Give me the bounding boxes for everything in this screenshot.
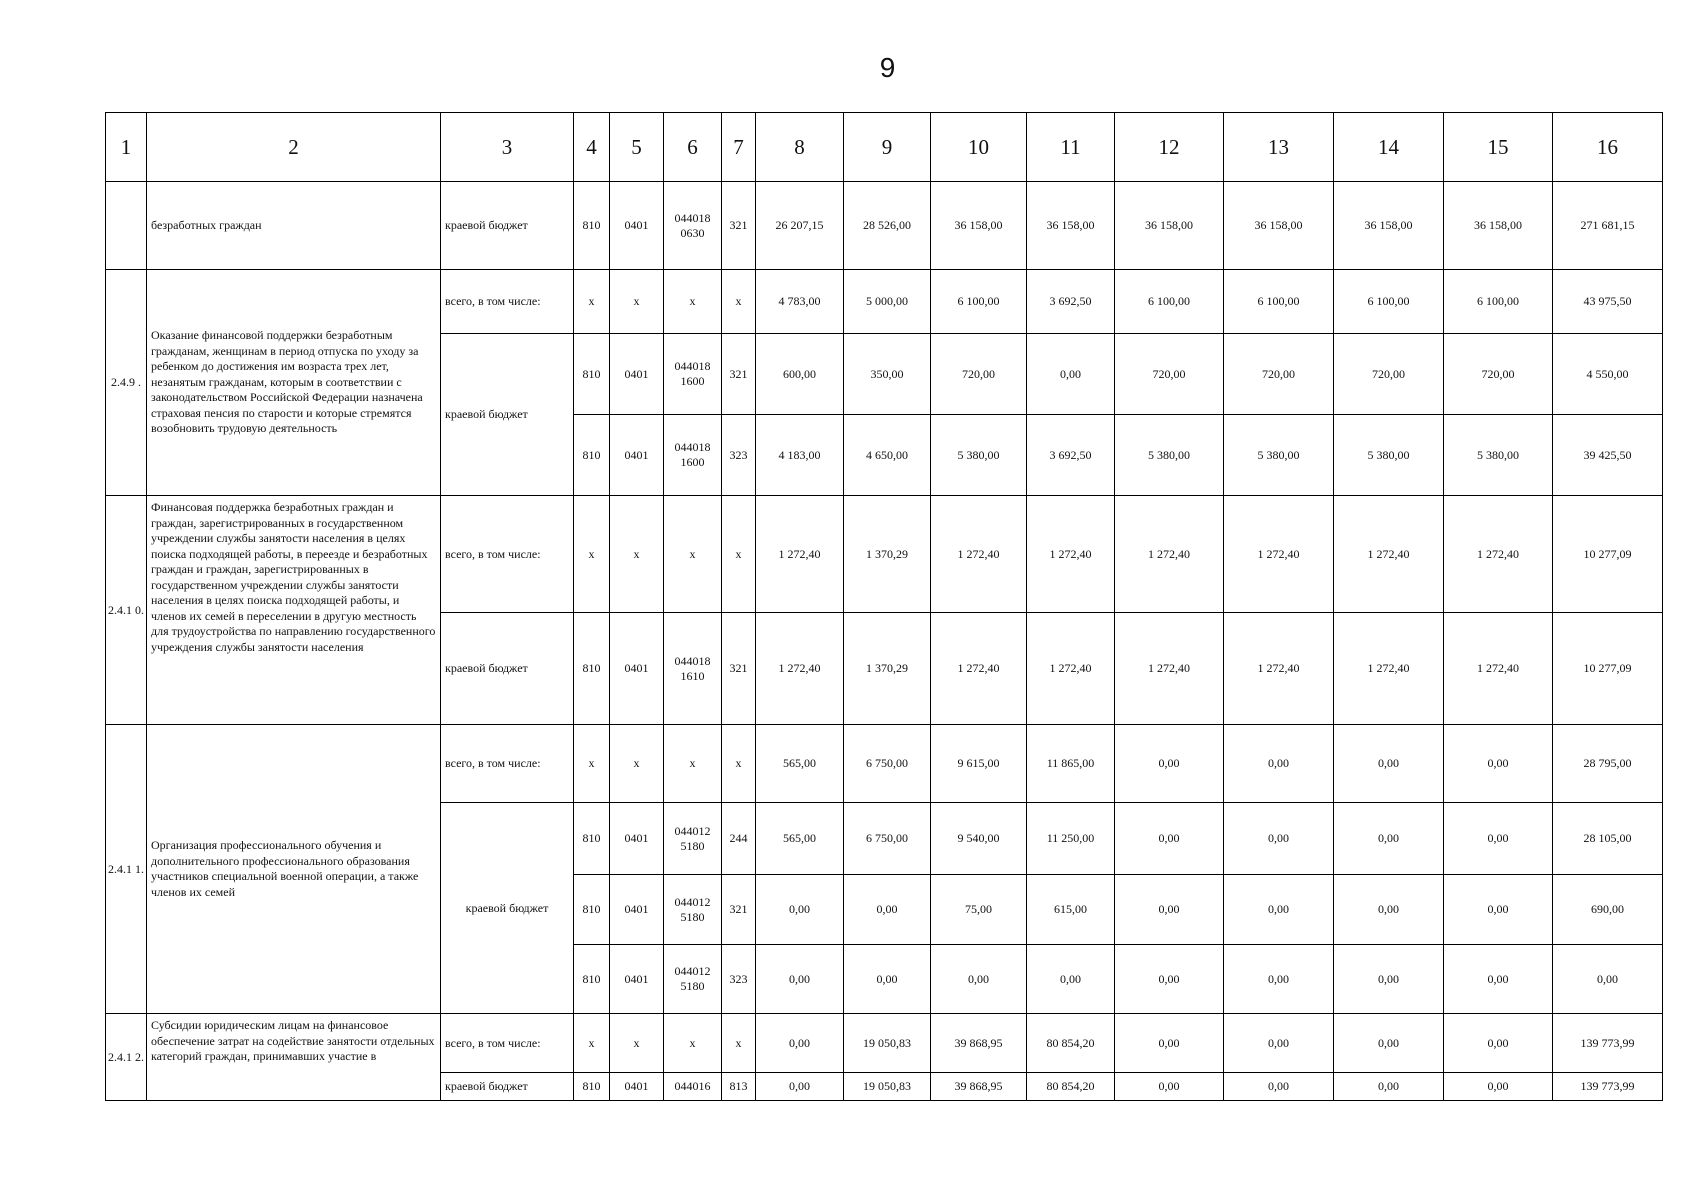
value-cell: 80 854,20 (1027, 1014, 1115, 1073)
code-cell: 321 (722, 613, 756, 725)
value-cell: 0,00 (756, 1073, 844, 1101)
value-cell: 0,00 (1334, 725, 1444, 803)
value-cell: 720,00 (931, 334, 1027, 415)
col-header: 13 (1224, 113, 1334, 182)
value-cell: 720,00 (1115, 334, 1224, 415)
code-cell: 813 (722, 1073, 756, 1101)
value-cell: 11 250,00 (1027, 803, 1115, 875)
value-cell: 690,00 (1553, 875, 1663, 945)
code-cell: 0401 (610, 182, 664, 270)
value-cell: 0,00 (1115, 725, 1224, 803)
value-cell: 0,00 (1115, 1073, 1224, 1101)
value-cell: 5 380,00 (1115, 415, 1224, 496)
code-cell: 321 (722, 334, 756, 415)
value-cell: 36 158,00 (1334, 182, 1444, 270)
code-cell: х (664, 270, 722, 334)
col-header: 5 (610, 113, 664, 182)
code-cell: 321 (722, 182, 756, 270)
value-cell: 0,00 (1334, 875, 1444, 945)
value-cell: 1 272,40 (1444, 496, 1553, 613)
col-header: 15 (1444, 113, 1553, 182)
funding-source: краевой бюджет (441, 1073, 574, 1101)
value-cell: 565,00 (756, 725, 844, 803)
value-cell: 0,00 (1553, 945, 1663, 1014)
code-cell: х (610, 270, 664, 334)
value-cell: 39 425,50 (1553, 415, 1663, 496)
value-cell: 5 380,00 (1334, 415, 1444, 496)
value-cell: 0,00 (756, 1014, 844, 1073)
value-cell: 4 550,00 (1553, 334, 1663, 415)
value-cell: 28 795,00 (1553, 725, 1663, 803)
code-cell: 044012 5180 (664, 945, 722, 1014)
value-cell: 1 272,40 (1224, 496, 1334, 613)
budget-table (105, 112, 1663, 1101)
value-cell: 3 692,50 (1027, 415, 1115, 496)
value-cell: 6 100,00 (1444, 270, 1553, 334)
code-cell: х (574, 496, 610, 613)
table-row (106, 270, 1663, 334)
value-cell: 6 750,00 (844, 803, 931, 875)
value-cell: 0,00 (1444, 1073, 1553, 1101)
code-cell: х (574, 1014, 610, 1073)
value-cell: 0,00 (1334, 1014, 1444, 1073)
value-cell: 139 773,99 (1553, 1073, 1663, 1101)
col-header: 14 (1334, 113, 1444, 182)
value-cell: 0,00 (1224, 725, 1334, 803)
code-cell: 810 (574, 945, 610, 1014)
value-cell: 139 773,99 (1553, 1014, 1663, 1073)
col-header: 16 (1553, 113, 1663, 182)
col-header: 3 (441, 113, 574, 182)
table-row (106, 1014, 1663, 1073)
value-cell: 0,00 (1115, 875, 1224, 945)
row-number: 2.4.1 0. (106, 496, 147, 725)
col-header: 4 (574, 113, 610, 182)
value-cell: 19 050,83 (844, 1014, 931, 1073)
value-cell: 0,00 (844, 945, 931, 1014)
value-cell: 271 681,15 (1553, 182, 1663, 270)
code-cell: х (664, 496, 722, 613)
code-cell: х (722, 496, 756, 613)
value-cell: 6 100,00 (931, 270, 1027, 334)
value-cell: 720,00 (1224, 334, 1334, 415)
value-cell: 36 158,00 (1027, 182, 1115, 270)
value-cell: 36 158,00 (1444, 182, 1553, 270)
value-cell: 9 540,00 (931, 803, 1027, 875)
value-cell: 0,00 (1027, 334, 1115, 415)
value-cell: 26 207,15 (756, 182, 844, 270)
code-cell: х (722, 1014, 756, 1073)
value-cell: 43 975,50 (1553, 270, 1663, 334)
funding-source: краевой бюджет (441, 613, 574, 725)
value-cell: 720,00 (1444, 334, 1553, 415)
row-description: Оказание финансовой поддержки безработным гражданам, женщинам в период отпуска по уходу за ребенком до достижения им возраста трех лет, незанятым гражданам, которым в соответствии с законодательством Российской Федерации назначена страховая пенсия по старости и которые стремятся возобновить трудовую деятельность (147, 270, 441, 496)
value-cell: 11 865,00 (1027, 725, 1115, 803)
code-cell: 244 (722, 803, 756, 875)
row-description: безработных граждан (147, 182, 441, 270)
value-cell: 1 272,40 (1027, 496, 1115, 613)
value-cell: 28 105,00 (1553, 803, 1663, 875)
value-cell: 615,00 (1027, 875, 1115, 945)
value-cell: 0,00 (1334, 945, 1444, 1014)
value-cell: 75,00 (931, 875, 1027, 945)
value-cell: 1 272,40 (1334, 613, 1444, 725)
value-cell: 0,00 (756, 875, 844, 945)
code-cell: 810 (574, 182, 610, 270)
code-cell: 810 (574, 803, 610, 875)
col-header: 7 (722, 113, 756, 182)
value-cell: 4 650,00 (844, 415, 931, 496)
code-cell: 321 (722, 875, 756, 945)
row-description: Организация профессионального обучения и дополнительного профессионального образования участников специальной военной операции, а также членов их семей (147, 725, 441, 1014)
col-header: 9 (844, 113, 931, 182)
value-cell: 10 277,09 (1553, 496, 1663, 613)
code-cell: 0401 (610, 1073, 664, 1101)
value-cell: 0,00 (1115, 803, 1224, 875)
code-cell: 323 (722, 415, 756, 496)
value-cell: 0,00 (1027, 945, 1115, 1014)
code-cell: х (664, 1014, 722, 1073)
col-header: 1 (106, 113, 147, 182)
value-cell: 5 380,00 (1444, 415, 1553, 496)
code-cell: х (610, 1014, 664, 1073)
value-cell: 1 272,40 (1444, 613, 1553, 725)
value-cell: 4 183,00 (756, 415, 844, 496)
value-cell: 6 100,00 (1115, 270, 1224, 334)
value-cell: 1 272,40 (931, 496, 1027, 613)
value-cell: 0,00 (1224, 803, 1334, 875)
value-cell: 10 277,09 (1553, 613, 1663, 725)
value-cell: 39 868,95 (931, 1014, 1027, 1073)
table-row (106, 725, 1663, 803)
value-cell: 36 158,00 (1115, 182, 1224, 270)
funding-source: всего, в том числе: (441, 1014, 574, 1073)
value-cell: 0,00 (1444, 1014, 1553, 1073)
table-row (106, 182, 1663, 270)
value-cell: 0,00 (1224, 945, 1334, 1014)
col-header: 6 (664, 113, 722, 182)
value-cell: 0,00 (1444, 945, 1553, 1014)
funding-source: всего, в том числе: (441, 496, 574, 613)
col-header: 8 (756, 113, 844, 182)
value-cell: 0,00 (1444, 725, 1553, 803)
code-cell: 044018 1610 (664, 613, 722, 725)
col-header: 11 (1027, 113, 1115, 182)
value-cell: 0,00 (1224, 1073, 1334, 1101)
value-cell: 3 692,50 (1027, 270, 1115, 334)
value-cell: 6 100,00 (1224, 270, 1334, 334)
value-cell: 36 158,00 (931, 182, 1027, 270)
row-description: Субсидии юридическим лицам на финансовое обеспечение затрат на содействие занятости отдельных категорий граждан, принимавших участие в (147, 1014, 441, 1101)
code-cell: х (574, 270, 610, 334)
col-header: 2 (147, 113, 441, 182)
row-description: Финансовая поддержка безработных граждан и граждан, зарегистрированных в государственном учреждении службы занятости населения в целях поиска подходящей работы, в переезде и безработных граждан и граждан, зарегистрированных в государственном учреждении службы занятости населения в целях поиска подходящей работы, и членов их семей в переселении в другую местность для трудоустройства по направлению государственного учреждения службы занятости населения (147, 496, 441, 725)
value-cell: 1 272,40 (1115, 496, 1224, 613)
value-cell: 0,00 (1334, 803, 1444, 875)
value-cell: 0,00 (756, 945, 844, 1014)
row-number: 2.4.1 2. (106, 1014, 147, 1101)
value-cell: 4 783,00 (756, 270, 844, 334)
value-cell: 5 000,00 (844, 270, 931, 334)
value-cell: 1 370,29 (844, 613, 931, 725)
code-cell: х (664, 725, 722, 803)
value-cell: 1 370,29 (844, 496, 931, 613)
value-cell: 720,00 (1334, 334, 1444, 415)
value-cell: 5 380,00 (931, 415, 1027, 496)
value-cell: 80 854,20 (1027, 1073, 1115, 1101)
header-row (106, 113, 1663, 182)
code-cell: 044018 1600 (664, 415, 722, 496)
code-cell: х (610, 496, 664, 613)
code-cell: 810 (574, 1073, 610, 1101)
value-cell: 1 272,40 (756, 496, 844, 613)
value-cell: 28 526,00 (844, 182, 931, 270)
code-cell: х (574, 725, 610, 803)
code-cell: 810 (574, 334, 610, 415)
code-cell: 0401 (610, 945, 664, 1014)
value-cell: 0,00 (1334, 1073, 1444, 1101)
value-cell: 0,00 (844, 875, 931, 945)
table-row (106, 496, 1663, 613)
col-header: 12 (1115, 113, 1224, 182)
value-cell: 1 272,40 (1115, 613, 1224, 725)
code-cell: 323 (722, 945, 756, 1014)
code-cell: 0401 (610, 334, 664, 415)
value-cell: 0,00 (1444, 803, 1553, 875)
value-cell: 6 100,00 (1334, 270, 1444, 334)
funding-source: всего, в том числе: (441, 270, 574, 334)
value-cell: 9 615,00 (931, 725, 1027, 803)
value-cell: 6 750,00 (844, 725, 931, 803)
funding-source: краевой бюджет (441, 803, 574, 1014)
page-number: 9 (879, 52, 896, 83)
value-cell: 350,00 (844, 334, 931, 415)
value-cell: 5 380,00 (1224, 415, 1334, 496)
value-cell: 19 050,83 (844, 1073, 931, 1101)
value-cell: 0,00 (1224, 875, 1334, 945)
value-cell: 0,00 (1115, 945, 1224, 1014)
code-cell: х (610, 725, 664, 803)
code-cell: 044012 5180 (664, 803, 722, 875)
value-cell: 1 272,40 (1224, 613, 1334, 725)
code-cell: 044012 5180 (664, 875, 722, 945)
value-cell: 565,00 (756, 803, 844, 875)
code-cell: 810 (574, 875, 610, 945)
code-cell: х (722, 270, 756, 334)
value-cell: 0,00 (931, 945, 1027, 1014)
row-number (106, 182, 147, 270)
code-cell: х (722, 725, 756, 803)
value-cell: 36 158,00 (1224, 182, 1334, 270)
funding-source: краевой бюджет (441, 182, 574, 270)
funding-source: краевой бюджет (441, 334, 574, 496)
code-cell: 044016 (664, 1073, 722, 1101)
row-number: 2.4.1 1. (106, 725, 147, 1014)
code-cell: 0401 (610, 415, 664, 496)
funding-source: всего, в том числе: (441, 725, 574, 803)
value-cell: 39 868,95 (931, 1073, 1027, 1101)
row-number: 2.4.9 . (106, 270, 147, 496)
col-header: 10 (931, 113, 1027, 182)
value-cell: 600,00 (756, 334, 844, 415)
code-cell: 0401 (610, 613, 664, 725)
code-cell: 0401 (610, 875, 664, 945)
value-cell: 1 272,40 (931, 613, 1027, 725)
value-cell: 0,00 (1115, 1014, 1224, 1073)
code-cell: 044018 0630 (664, 182, 722, 270)
code-cell: 810 (574, 613, 610, 725)
code-cell: 0401 (610, 803, 664, 875)
code-cell: 044018 1600 (664, 334, 722, 415)
value-cell: 0,00 (1444, 875, 1553, 945)
value-cell: 1 272,40 (1334, 496, 1444, 613)
value-cell: 1 272,40 (756, 613, 844, 725)
value-cell: 1 272,40 (1027, 613, 1115, 725)
value-cell: 0,00 (1224, 1014, 1334, 1073)
code-cell: 810 (574, 415, 610, 496)
